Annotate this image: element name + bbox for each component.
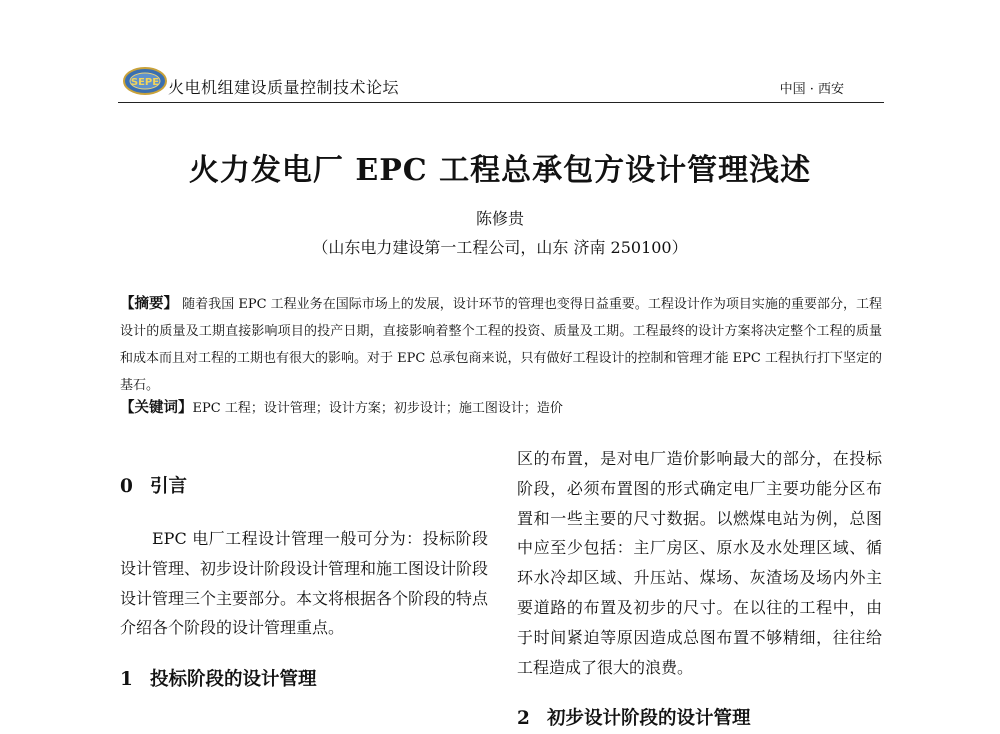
- left-column: [120, 472, 488, 695]
- location-label: 中国 · 西安: [779, 82, 844, 97]
- right-column: [517, 444, 882, 734]
- right-paragraph: 区的布置，是对电厂造价影响最大的部分，在投标阶段，必须布置图的形式确定电厂主要功能分区布置和一些主要的尺寸数据。以燃煤电站为例，总图中应至少包括：主厂房区、原水及水处理区域、循环水冷却区域、升压站、煤场、灰渣场及场内外主要道路的布置及初步的尺寸。在以往的工程中，由于时间紧迫等原因造成总图布置不够精细，往往给工程造成了很大的浪费。: [517, 449, 882, 677]
- page-header: [118, 66, 884, 103]
- paper-affiliation: （山东电力建设第一工程公司，山东 济南 250100）: [312, 238, 688, 257]
- section-1-title: 投标阶段的设计管理: [150, 669, 317, 691]
- section-0-heading: [120, 472, 488, 502]
- svg-text:SEPE: SEPE: [130, 77, 160, 88]
- abstract-label: 【摘要】: [120, 295, 179, 312]
- keywords: [120, 397, 882, 420]
- keywords-label: 【关键词】: [120, 399, 193, 416]
- section-0-title: 引言: [150, 476, 188, 497]
- abstract: [120, 290, 882, 399]
- forum-title: 火电机组建设质量控制技术论坛: [168, 78, 400, 97]
- section-2-heading: [517, 704, 882, 734]
- section-0-number: 0: [120, 476, 133, 497]
- paper-title: 火力发电厂 EPC 工程总承包方设计管理浅述: [188, 153, 812, 188]
- section-2-title: 初步设计阶段的设计管理: [547, 708, 751, 730]
- paper-author: 陈修贵: [475, 209, 524, 228]
- section-0-paragraph: EPC 电厂工程设计管理一般可分为：投标阶段设计管理、初步设计阶段设计管理和施工图设计阶段设计管理三个主要部分。本文将根据各个阶段的特点介绍各个阶段的设计管理重点。: [120, 529, 489, 638]
- keywords-text: EPC 工程；设计管理；设计方案；初步设计；施工图设计；造价: [192, 401, 563, 416]
- section-1-number: 1: [120, 669, 133, 691]
- sepe-logo-icon: [122, 66, 168, 96]
- abstract-text: 随着我国 EPC 工程业务在国际市场上的发展，设计环节的管理也变得日益重要。工程设计作为项目实施的重要部分，工程设计的质量及工期直接影响项目的投产日期，直接影响着整个工程的投资、质量及工期。工程最终的设计方案将决定整个工程的质量和成本而且对工程的工期也有很大的影响。对于 EPC 总承包商来说，只有做好工程设计的控制和管理才能 EPC 工程执行打下坚定的基石。: [120, 297, 882, 393]
- section-1-heading: [120, 665, 488, 695]
- section-2-number: 2: [517, 708, 530, 730]
